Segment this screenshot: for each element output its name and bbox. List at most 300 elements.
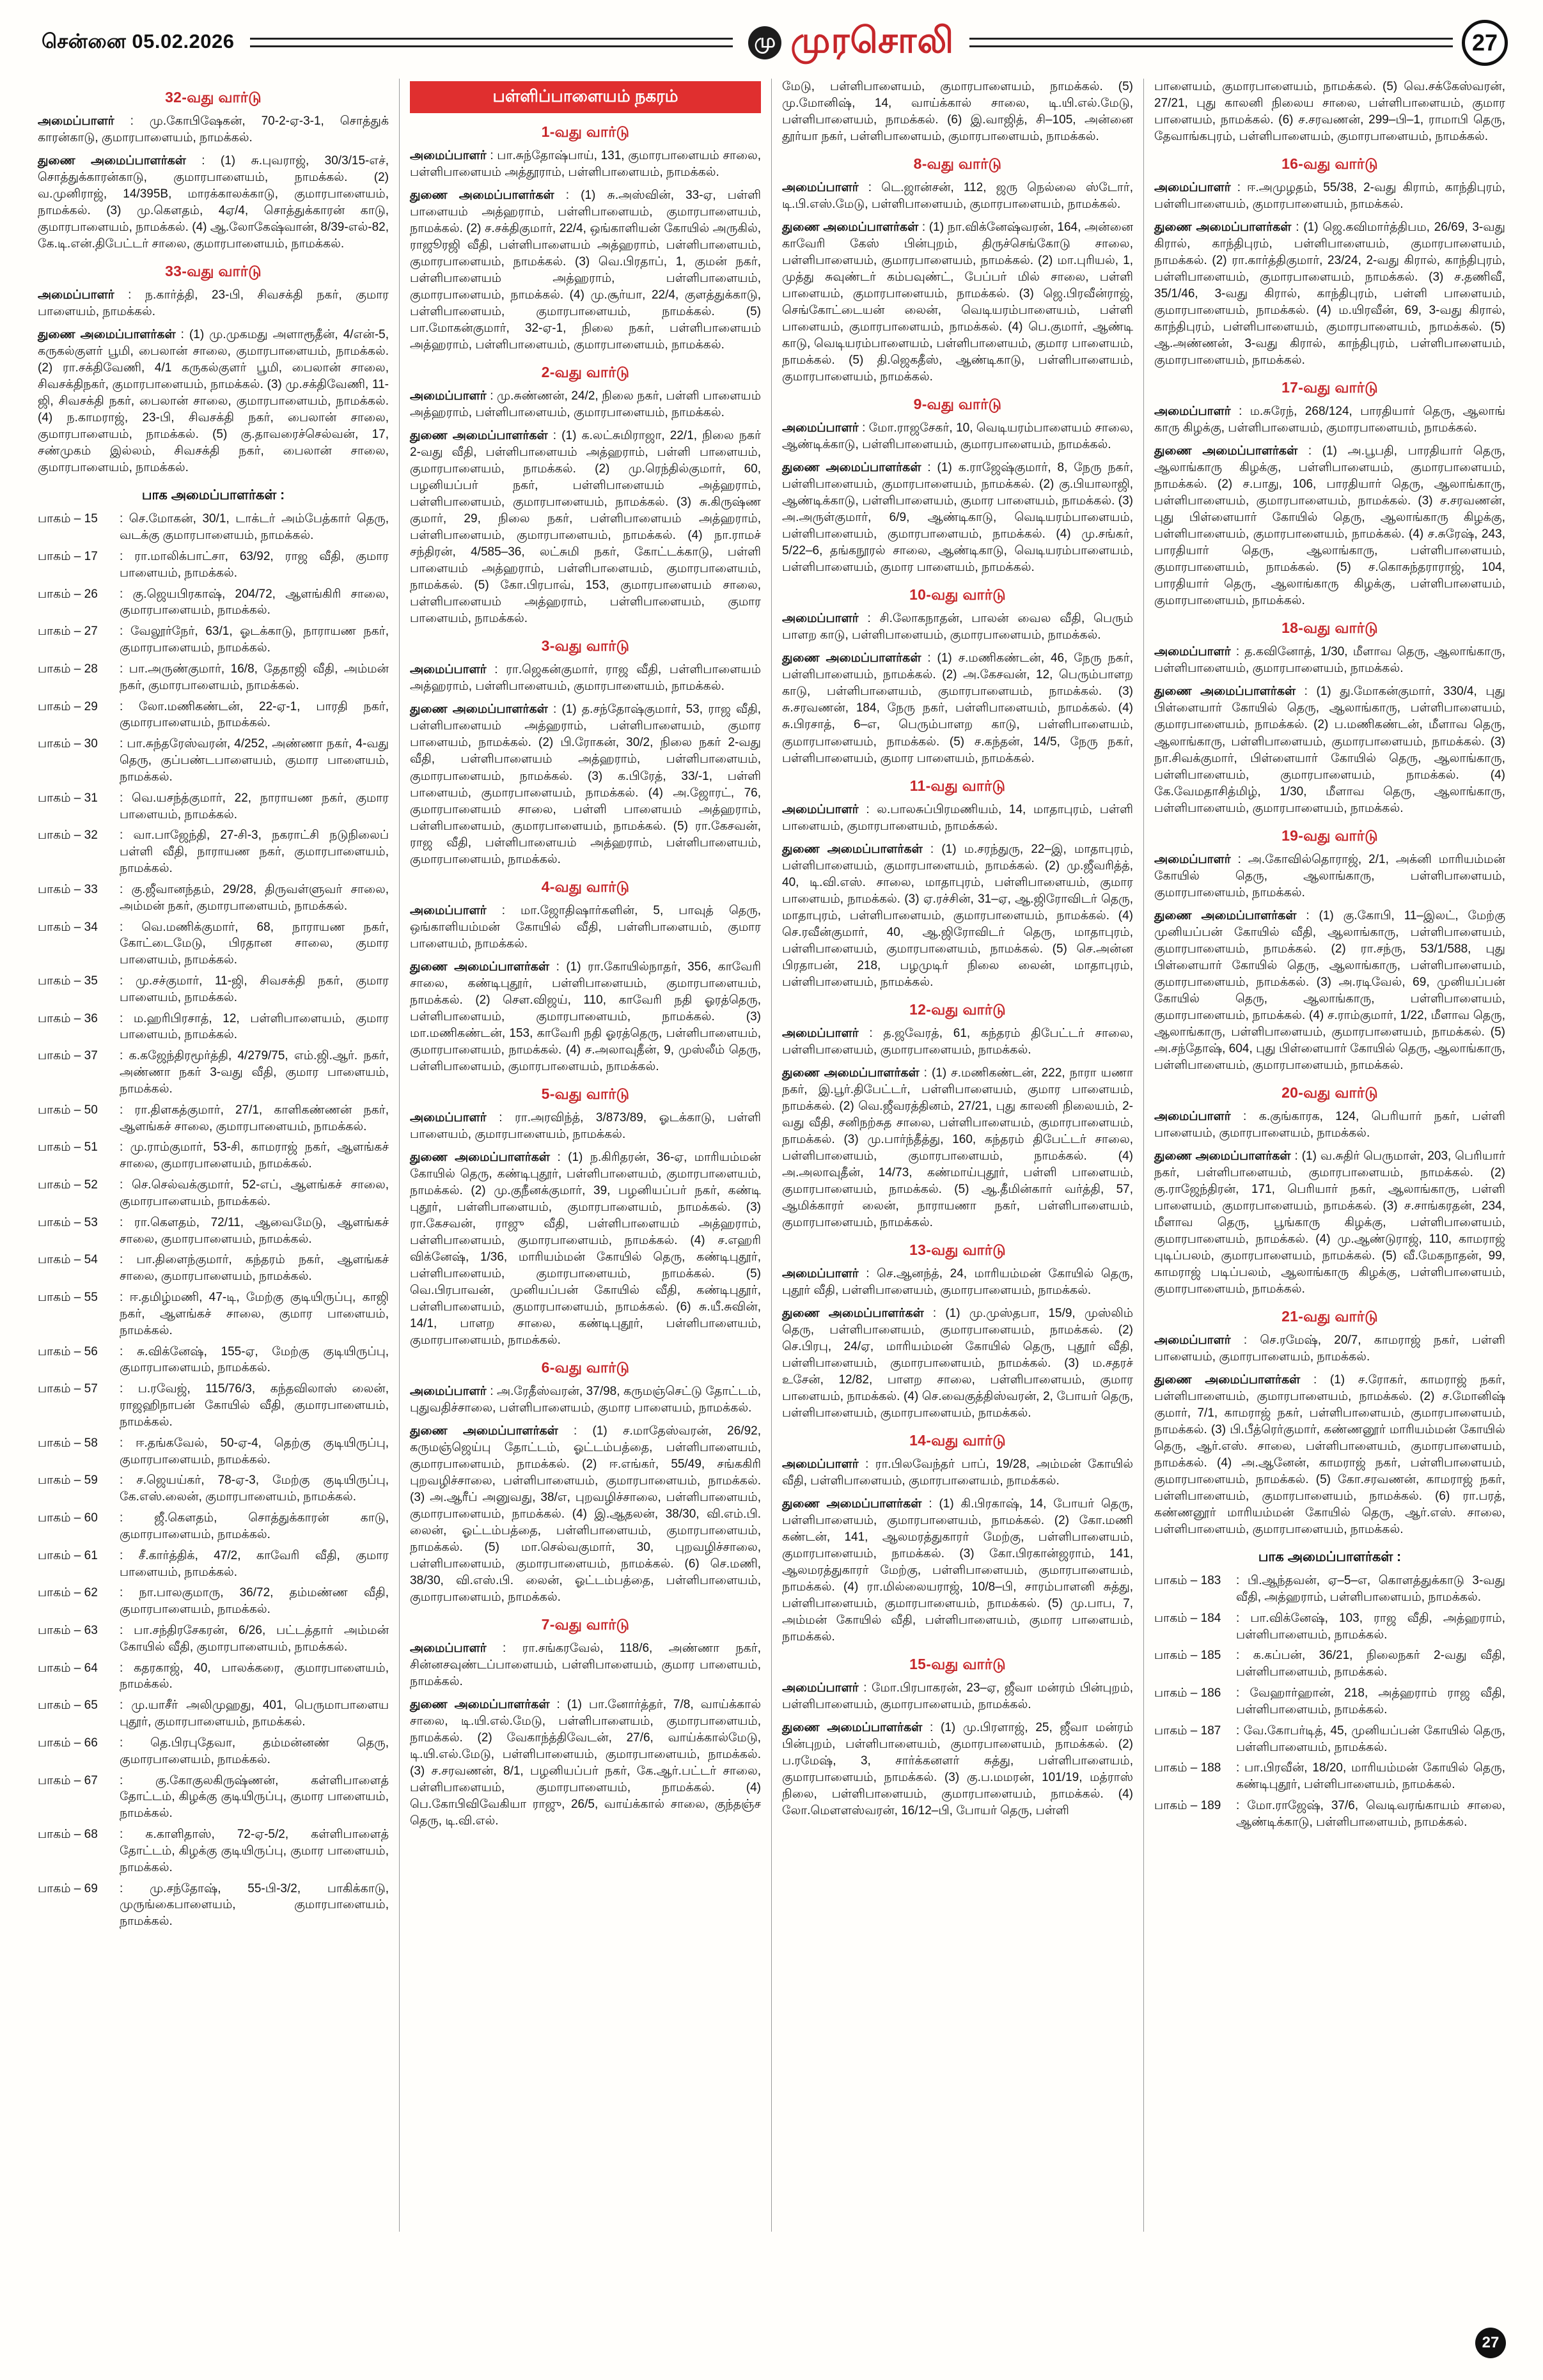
part-organizer-item xyxy=(38,1289,389,1339)
part-number-label: பாகம் – 64 xyxy=(38,1661,98,1675)
part-organizer-item xyxy=(38,586,389,619)
organizer-para xyxy=(410,388,761,421)
part-organizer-text: : ஈ.தமிழ்மணி, 47-டி, மேற்கு குடியிருப்பு, காஜி நகர், ஆளங்கச் சாலை, குமார பாளையம், நாமக்கல். xyxy=(120,1291,389,1337)
part-number-label: பாகம் – 32 xyxy=(38,828,98,843)
para-lead: துணை அமைப்பாளர்கள் xyxy=(782,651,928,665)
part-organizer-text: : ஈ.தங்கவேல், 50-ஏ-4, தெற்கு குடியிருப்பு, குமாரபாளையம், நாமக்கல். xyxy=(120,1436,389,1466)
para-lead: அமைப்பாளர் xyxy=(38,114,130,128)
ward-heading: 20-வது வார்டு xyxy=(1281,1084,1378,1101)
para-text: : (1) ச.மணிகண்டன், 46, நேரு நகர், பள்ளிபாளையம், நாமக்கல். (2) அ.கேசவன், 12, பெரும்பாளற காடு, பள்ளிபாளையம், குமாரபாளையம், நாமக்கல். (3) சு.சரவணன், 184, நேரு நகர், பள்ளிபாளையம், நாமக்கல். (4) சு.பிரசாத், 6–எ, பெரும்பாளற காடு, பள்ளிபாளையம், குமாரபாளையம், நாமக்கல். (5) ச.கந்தன், 14/5, நேரு நகர், பள்ளிபாளையம், குமார பாளையம், நாமக்கல். xyxy=(782,651,1133,765)
ward-heading: 8-வது வார்டு xyxy=(913,155,1002,173)
part-organizer-text: : ரா.மாலிக்பாட்சா, 63/92, ராஜ வீதி, குமார பாளையம், நாமக்கல். xyxy=(120,549,389,580)
para-text: : (1) ச.மாதேஸ்வரன், 26/92, கருமஞ்ஜெய்பு தோட்டம், ஓட்டம்பத்தை, பள்ளிபாளையம், குமாரபாளையம், நாமக்கல். (2) ஈ.எங்கர், 55/49, சங்ககிரி புறவழிச்சாலை, பள்ளிபாளையம், குமாரபாளையம், நாமக்கல். (3) அ.ஆரீப் அனுவது, 38/எ, புறவழிச்சாலை, பள்ளிபாளையம், குமாரபாளையம், நாமக்கல். (4) இ.ஆதலன், 38/30, வி.எம்.பி. லைன், ஓட்டம்பத்தை, பள்ளிபாளையம், குமாரபாளையம், நாமக்கல். (5) மா.செல்வகுமார், 30, புறவழிச்சாலை, பள்ளிபாளையம், குமாரபாளையம், நாமக்கல். (6) செ.மணி, 38/30, வி.எஸ்.பி. லைன், ஓட்டம்பத்தை, பள்ளிபாளையம், குமாரபாளையம், நாமக்கல். xyxy=(410,1424,761,1605)
part-organizer-text: : க.கப்பன், 36/21, நிலைநகர் 2-வது வீதி, பள்ளிபாளையம், நாமக்கல். xyxy=(1236,1649,1505,1679)
part-organizer-text: : ரா.கௌதம், 72/11, ஆவைமேடு, ஆளங்கச் சாலை, குமாரபாளையம், நாமக்கல். xyxy=(120,1215,389,1246)
part-number-label: பாகம் – 67 xyxy=(38,1773,98,1787)
ward-heading: 15-வது வார்டு xyxy=(909,1656,1006,1673)
para-lead: துணை அமைப்பாளர்கள் xyxy=(782,1306,933,1320)
organizer-para xyxy=(1154,1108,1505,1142)
part-number-label: பாகம் – 28 xyxy=(38,662,98,676)
ward-heading: 2-வது வார்டு xyxy=(541,364,630,381)
para-text: : மோ.பிரபாகரன், 23–ஏ, ஜீவா மன்ரம் பின்புறம், பள்ளிபாளையம், குமாரபாளையம், நாமக்கல். xyxy=(782,1681,1133,1712)
deputy-organizers-para xyxy=(1154,683,1505,816)
organizer-para xyxy=(410,1110,761,1143)
para-text: : (1) வ.சுதிர் பெருமாள், 203, பெரியார் நகர், பள்ளிபாளையம், குமாரபாளையம், நாமக்கல். (2) கு.ராஜேந்திரன், 171, பெரியார் நகர், ஆலாங்காரு, பள்ளி பாளையம், குமாரபாளையம், நாமக்கல். (3) ச.சாங்கரதன், 234, மீளாவ தெரு, பூங்காரு கிழக்கு, பள்ளிபாளையம், குமாரபாளையம், நாமக்கல். (4) மு.ஆண்டுராஜ், 110, காமராஜ் புடிப்பலம், குமாரபாளையம், நாமக்கல். (5) வீ.மேகநாதன், 99, காமராஜ் படிப்பலம், ஆலாங்காரு கிழக்கு, பள்ளிபாளையம், குமாரபாளையம், நாமக்கல். xyxy=(1154,1149,1505,1296)
organizer-para xyxy=(410,903,761,953)
part-organizer-text: : பா.சுந்தரேஸ்வரன், 4/252, அண்ணா நகர், 4-வது தெரு, குப்பண்டபாளையம், குமார பாளையம், நாமக்கல். xyxy=(120,737,389,784)
ward-heading: 16-வது வார்டு xyxy=(1281,155,1378,173)
organizer-para xyxy=(1154,852,1505,901)
deputy-organizers-para xyxy=(782,460,1133,576)
part-number-label: பாகம் – 15 xyxy=(38,512,98,526)
para-text: : ம.சுரேந், 268/124, பாரதியார் தெரு, ஆலாங் காரு கிழக்கு, பள்ளிபாளையம், குமாரபாளையம், நாமக்கல். xyxy=(1154,405,1505,435)
para-text: : (1) ரா.கோயில்நாதர், 356, காவேரி சாலை, கண்டிபுதூர், பள்ளிபாளையம், குமாரபாளையம், நாமக்கல். (2) சௌ.விஜய், 110, காவேரி நதி ஓரத்தெரு, பள்ளிபாளையம், குமாரபாளையம், நாமக்கல். (3) மா.மணிகண்டன், 153, காவேரி நதி ஓரத்தெரு, பள்ளிபாளையம், குமாரபாளையம், நாமக்கல். (4) ச.அலாவுதீன், 9, முஸ்லீம் தெரு, பள்ளிபாளையம், குமாரபாளையம், நாமக்கல். xyxy=(410,960,761,1073)
para-lead: அமைப்பாளர் xyxy=(782,181,868,195)
ward-heading: 13-வது வார்டு xyxy=(909,1241,1006,1258)
para-text: : பா.சுந்தோஷ்பாய், 131, குமாரபாளையம் சாலை, பள்ளிபாளையம் அத்தூராம், பள்ளிபாளையம், நாமக்கல். xyxy=(410,149,761,180)
para-lead: அமைப்பாளர் xyxy=(1154,181,1237,195)
header-rule-right xyxy=(969,38,1453,47)
part-organizer-text: : வேலூர்நேர், 63/1, ஓடக்காடு, நாராயண நகர், குமாரபாளையம், நாமக்கல். xyxy=(120,625,389,655)
organizer-para xyxy=(38,113,389,146)
part-number-label: பாகம் – 61 xyxy=(38,1548,98,1562)
column-3 xyxy=(771,79,1143,2232)
organizer-para xyxy=(782,420,1133,453)
part-organizer-text: : ச.ஜெயய்கர், 78-ஏ-3, மேற்கு குடியிருப்பு, கே.எஸ்.லைன், குமாரபாளையம், நாமக்கல். xyxy=(120,1474,389,1504)
column-4 xyxy=(1143,79,1508,2232)
para-lead: துணை அமைப்பாளர்கள் xyxy=(410,429,553,443)
para-lead: துணை அமைப்பாளர்கள் xyxy=(1154,908,1306,922)
para-lead: துணை அமைப்பாளர்கள் xyxy=(410,1150,558,1164)
para-text: : (1) மு.முஸ்தபா, 15/9, முஸ்லிம் தெரு, பள்ளிபாளையம், குமாரபாளையம், நாமக்கல். (2) செ.பிரபு, 24/ஏ, மாரியம்மன் கோயில் தெரு, புதூர் வீதி, பள்ளிபாளையம், குமாரபாளையம், நாமக்கல். (3) ம.சதரச் உசேன், 12/82, பாளற சாலை, பள்ளிபாளையம், குமார பாளையம், நாமக்கல். (4) செ.வைகுத்திஸ்வரன், 2, போயர் தெரு, பள்ளிபாளையம், குமாரபாளையம், நாமக்கல். xyxy=(782,1306,1133,1420)
part-organizer-item xyxy=(1154,1573,1505,1606)
part-organizer-item xyxy=(38,827,389,876)
deputy-organizers-para xyxy=(782,1065,1133,1231)
organizer-para xyxy=(782,1025,1133,1059)
part-organizer-text: : வெ.மணிக்குமார், 68, நாராயண நகர், கோட்டைமேடு, பிரதான சாலை, குமார பாளையம், நாமக்கல். xyxy=(120,920,389,967)
part-organizer-text: : செ.செல்வக்குமார், 52-எப், ஆளங்கச் சாலை, குமாரபாளையம், நாமக்கல். xyxy=(120,1178,389,1208)
part-organizer-item xyxy=(38,1139,389,1172)
part-organizer-text: : நா.பாலகுமாரு, 36/72, தம்மண்ண வீதி, குமாரபாளையம், நாமக்கல். xyxy=(120,1586,389,1617)
column-1 xyxy=(35,79,399,2232)
deputy-organizers-para xyxy=(410,1697,761,1830)
para-lead: துணை அமைப்பாளர்கள் xyxy=(782,1721,930,1735)
para-text: : (1) கு.கோபி, 11–இலட், மேற்கு முனியப்பன் கோயில் வீதி, ஆலாங்காரு, பள்ளிபாளையம், குமாரபாளையம், நாமக்கல். (2) ரா.சந்ரு, 53/1/588, புது பிள்ளையார் கோயில் தெரு, ஆலாங்காரு, பள்ளிபாளையம், குமாரபாளையம், நாமக்கல். (3) அ.ரடிவேல், 69, முனியப்பன் கோயில் தெரு, ஆலாங்காரு, பள்ளிபாளையம், குமாரபாளையம், நாமக்கல். (4) ச.ராம்குமார், 1/22, மீளாவ தெரு, ஆலாங்காரு, பள்ளிபாளையம், குமாரபாளையம், நாமக்கல். (5) அ.சந்தோஷ், 604, புது பிள்ளையார் கோயில் தெரு, ஆலாங்காரு, பள்ளிபாளையம், குமாரபாளையம், நாமக்கல். xyxy=(1154,908,1505,1072)
murasoli-logo-icon: மு xyxy=(748,26,781,59)
para-lead: அமைப்பாளர் xyxy=(410,1110,499,1124)
part-organizer-text: : மு.சச்குமார், 11-ஜி, சிவசக்தி நகர், குமார பாளையம், நாமக்கல். xyxy=(120,974,389,1004)
part-organizer-item xyxy=(38,1102,389,1135)
para-lead: அமைப்பாளர் xyxy=(1154,1333,1244,1347)
part-organizer-text: : தெ.பிரபுதேவா, தம்மன்னண் தெரு, குமாரபாளையம், நாமக்கல். xyxy=(120,1736,389,1766)
organizer-para xyxy=(38,287,389,320)
part-number-label: பாகம் – 59 xyxy=(38,1474,98,1488)
part-organizer-item xyxy=(38,511,389,544)
para-text: : (1) மு.பிரளாஜ், 25, ஜீவா மன்ரம் பின்புறம், பள்ளிபாளையம், குமாரபாளையம், நாமக்கல். (2) ப.ரமேஷ், 3, சார்க்கனளர் சுத்து, பள்ளிபாளையம், குமாரபாளையம், நாமக்கல். (3) கு.ப.மமரன், 101/19, மத்ராஸ் நிலை, பள்ளிபாளையம், குமாரபாளையம், நாமக்கல். (4) லோ.மௌளஸ்வரன், 16/12–பி, போயர் தெரு, பள்ளி xyxy=(782,1721,1133,1818)
part-organizer-text: : கு.ஜீவானந்தம், 29/28, திருவள்ளுவர் சாலை, அம்மன் நகர், குமாரபாளையம், நாமக்கல். xyxy=(120,882,389,913)
para-text: : (1) அ.பூபதி, பாரதியார் தெரு, ஆலாங்காரு கிழக்கு, பள்ளிபாளையம், குமாரபாளையம், நாமக்கல். (2) ச.பாது, 106, பாரதியார் தெரு, ஆலாங்காரு, பள்ளிபாளையம், குமாரபாளையம், நாமக்கல். (3) ச.சரவணன், புது பிள்ளையார் கோயில் தெரு, ஆலாங்காரு கிழக்கு, பள்ளிபாளையம், குமாரபாளையம், நாமக்கல். (4) ச.சுரேஷ், 243, பாரதியார் தெரு, ஆலாங்காரு, பள்ளிபாளையம், குமாரபாளையம், நாமக்கல். (5) ச.கொசுந்தராராஜ், 104, பாரதியார் தெரு, ஆலாங்காரு கிழக்கு, பள்ளிபாளையம், குமாரபாளையம், நாமக்கல். xyxy=(1154,444,1505,608)
deputy-organizers-para xyxy=(782,1720,1133,1819)
continuation-para: மேடு, பள்ளிபாளையம், குமாரபாளையம், நாமக்கல். (5) மு.மோனிஷ், 14, வாய்க்கால் சாலை, டி.யி.எல்.மேடு, பள்ளிபாளையம், நாமக்கல். (6) இ.வாஜித், சி–105, அன்னை தூர்யா நகர், பள்ளிபாளையம், குமாரபாளையம், நாமக்கல். xyxy=(782,80,1133,144)
para-lead: அமைப்பாளர் xyxy=(38,288,129,302)
part-organizer-text: : ம.ஹரிபிரசாத், 12, பள்ளிபாளையம், குமார பாளையம், நாமக்கல். xyxy=(120,1011,389,1042)
para-text: : க.குங்காரக, 124, பெரியார் நகர், பள்ளி பாளையம், குமாரபாளையம், நாமக்கல். xyxy=(1154,1109,1505,1140)
para-lead: அமைப்பாளர் xyxy=(782,1266,866,1280)
organizer-para xyxy=(1154,1332,1505,1365)
columns-container xyxy=(0,71,1543,2289)
deputy-organizers-para xyxy=(1154,1372,1505,1538)
part-number-label: பாகம் – 26 xyxy=(38,587,98,601)
part-number-label: பாகம் – 69 xyxy=(38,1881,98,1895)
para-lead: அமைப்பாளர் xyxy=(410,1384,490,1398)
para-lead: அமைப்பாளர் xyxy=(782,1026,870,1040)
para-text: : (1) த.சந்தோஷ்குமார், 53, ராஜ வீதி, பள்ளிபாளையம் அத்ஹராம், பள்ளிபாளையம், குமார பாளையம், நாமக்கல். (2) பி.ரோகன், 30/2, நிலை நகர் 2-வது வீதி, பள்ளிபாளையம் அத்ஹராம், பள்ளிபாளையம், குமாரபாளையம், நாமக்கல். (3) க.பிரேத், 33/-1, பள்ளி பாளையம், குமாரபாளையம், நாமக்கல். (4) அ.ஜோரட், 76, குமாரபாளையம் சாலை, பள்ளி பாளையம் அத்ஹராம், பள்ளிபாளையம், குமாரபாளையம், நாமக்கல். (5) ரா.கேசவன், ராஜ வீதி, பள்ளிபாளையம் அத்ஹராம், பள்ளிபாளையம், குமாரபாளையம், நாமக்கல். xyxy=(410,703,761,866)
ward-heading: 32-வது வார்டு xyxy=(165,89,262,105)
para-text: : (1) கி.பிரகாஷ், 14, போயர் தெரு, பள்ளிபாளையம், குமாரபாளையம், நாமக்கல். (2) கோ.மணி கண்டன், 141, ஆலமரத்துகாரர் மேற்கு, பள்ளிபாளையம், குமாரபாளையம், நாமக்கல். (3) கோ.பிரகான்ஜராம், 141, ஆலமரத்துகாரர் மேற்கு, பள்ளிபாளையம், குமாரபாளையம், நாமக்கல். (4) ரா.மில்லையராஜ், 10/8–பி, சாரம்பாளனி சுத்து, பள்ளிபாளையம், குமாரபாளையம், நாமக்கல். (5) மு.பாப, 7, அம்மன் கோயில் வீதி, பள்ளிபாளையம், குமார பாளையம், நாமக்கல். xyxy=(782,1497,1133,1644)
part-organizer-text: : வேஹார்ஹான், 218, அத்ஹராம் ராஜ வீதி, பள்ளிபாளையம், நாமக்கல். xyxy=(1236,1686,1505,1716)
part-number-label: பாகம் – 188 xyxy=(1154,1761,1221,1775)
part-organizer-item xyxy=(1154,1723,1505,1756)
ward-heading: 9-வது வார்டு xyxy=(913,396,1002,413)
part-organizer-item xyxy=(38,1435,389,1468)
deputy-organizers-para xyxy=(410,428,761,627)
part-organizer-item xyxy=(1154,1760,1505,1793)
part-number-label: பாகம் – 185 xyxy=(1154,1649,1221,1663)
para-text: : ரா.அரவிந்த், 3/873/89, ஓடக்காடு, பள்ளி பாளையம், குமாரபாளையம், நாமக்கல். xyxy=(410,1110,761,1141)
part-number-label: பாகம் – 189 xyxy=(1154,1799,1221,1813)
para-lead: துணை அமைப்பாளர்கள் xyxy=(38,328,181,342)
para-text: : ரா.ஜெகன்குமார், ராஜ வீதி, பள்ளிபாளையம் அத்ஹராம், பள்ளிபாளையம், குமாரபாளையம், நாமக்கல். xyxy=(410,663,761,694)
para-text: : (1) மு.முகமது அளாரூதீன், 4/என்-5, கருகல்குளர் பூமி, பைலான் சாலை, குமாரபாளையம், நாமக்கல். (2) ரா.சக்திவேணி, 4/1 கருகல்குளர் பூமி, பைலான் சாலை, சிவசக்திநகர், குமாரபாளையம், நாமக்கல். (3) மு.சக்திவேணி, 11-ஜி, சிவசக்தி நகர், பைலான் சாலை, குமாரபாளையம், நாமக்கல். (4) ந.காமராஜ், 23-பி, சிவசக்தி நகர், பைலான் சாலை, குமாரபாளையம், நாமக்கல். (5) கு.தாவரைச்செல்வன், 17, சண்முகம் இல்லம், சிவசக்தி நகர், பைலான் சாலை, குமாரபாளையம், நாமக்கல். xyxy=(38,328,389,475)
deputy-organizers-para xyxy=(38,153,389,253)
para-lead: அமைப்பாளர் xyxy=(410,149,490,162)
part-organizer-text: : பா.திளைந்குமார், கந்தரம் நகர், ஆளங்கச் சாலை, குமாரபாளையம், நாமக்கல். xyxy=(120,1253,389,1284)
organizer-para xyxy=(782,1266,1133,1299)
para-text: : மா.ஜோதிஷார்களின், 5, பாவுத் தெரு, ஒங்காளியம்மன் கோயில் வீதி, பள்ளிபாளையம், குமார பாளையம், நாமக்கல். xyxy=(410,903,761,951)
part-organizer-text: : லோ.மணிகண்டன், 22-ஏ-1, பாரதி நகர், குமாரபாளையம், நாமக்கல். xyxy=(120,699,389,730)
part-organizer-item xyxy=(38,1660,389,1693)
para-text: : ரா.சங்கரவேல், 118/6, அண்ணா நகர், சின்னசவுண்டப்பாளையம், பள்ளிபாளையம், குமார பாளையம், நாமக்கல். xyxy=(410,1642,761,1689)
para-text: : (1) ஜெ.கவிமார்த்திபம, 26/69, 3-வது கிரால், காந்திபுரம், பள்ளிபாளையம், குமாரபாளையம், நாமக்கல். (2) ரா.கார்த்திகுமார், 23/24, 2-வது கிரால், காந்திபுரம், பள்ளிபாளையம், குமாரபாளையம், நாமக்கல். (3) ச.தணிவீ, 35/1/46, 3-வது கிரால், காந்திபுரம், பள்ளி பாளையம், குமாரபாளையம், நாமக்கல். (4) ம.யிரவீன், 69, 3-வது கிரால், காந்திபுரம், பள்ளிபாளையம், குமாரபாளையம், நாமக்கல். (5) ஆ.அண்ணன், 3-வது கிரால், காந்திபுரம், பள்ளிபாளையம், குமாரபாளையம், நாமக்கல். xyxy=(1154,221,1505,368)
ward-heading: 18-வது வார்டு xyxy=(1281,619,1378,637)
part-organizer-text: : செ.மோகன், 30/1, டாக்டர் அம்பேத்கார் தெரு, வடக்கு குமாரபாளையம், நாமக்கல். xyxy=(120,512,389,543)
part-organizer-item xyxy=(38,1548,389,1581)
para-text: : அ.கோவில்தொராஜ், 2/1, அக்னி மாரியம்மன் கோயில் தெரு, ஆலாங்காரு, பள்ளிபாளையம், குமாரபாளையம், நாமக்கல். xyxy=(1154,852,1505,899)
part-number-label: பாகம் – 187 xyxy=(1154,1723,1221,1738)
part-organizer-item xyxy=(1154,1798,1505,1831)
part-number-label: பாகம் – 186 xyxy=(1154,1686,1221,1700)
part-number-label: பாகம் – 37 xyxy=(38,1049,98,1063)
part-organizer-text: : பா.பிரவீன், 18/20, மாரியம்மன் கோயில் தெரு, கண்டிபுதூர், பள்ளிபாளையம், நாமக்கல். xyxy=(1236,1761,1505,1792)
para-lead: அமைப்பாளர் xyxy=(782,1458,866,1472)
para-lead: அமைப்பாளர் xyxy=(410,389,490,403)
part-organizer-item xyxy=(38,661,389,694)
para-lead: துணை அமைப்பாளர்கள் xyxy=(410,960,556,974)
part-organizer-item xyxy=(38,1735,389,1768)
para-text: : (1) சு.புவராஜ், 30/3/15-எச், சொத்துக்காரன்காடு, குமாரபாளையம், நாமக்கல். (2) வ.முனிராஜ், 14/395B, மாரக்காலக்காடு, குமாரபாளையம், நாமக்கல். (3) மு.கௌதம், 4ஏ/4, சொத்துக்காரன் காடு, குமாரபாளையம், நாமக்கல். (4) ஆ.லோகேஷ்வான், 8/39-எல்-82, கே.டி.என்.திபேட்டர் சாலை, குமாரபாளையம், நாமக்கல். xyxy=(38,154,389,251)
para-text: : டெ.ஜான்சன், 112, ஜரு நெல்லை ஸ்டோர், டி.பி.எஸ்.மேடு, பள்ளிபாளையம், குமாரபாளையம், நாமக்கல். xyxy=(782,181,1133,212)
deputy-organizers-para xyxy=(410,187,761,354)
para-text: : (1) சு.அஸ்வின், 33-ஏ, பள்ளி பாளையம் அத்ஹராம், பள்ளிபாளையம், குமாரபாளையம், நாமக்கல். (2) ச.சக்திகுமார், 22/4, ஒங்காளியன் கோயில் அருகில், ராஜூரஜி வீதி, பள்ளிபாளையம் அத்ஹராம், பள்ளிபாளையம், குமாரபாளையம், நாமக்கல். (3) வெ.பிரதாப், 1, குமன் நகர், பள்ளிபாளையம் அத்ஹராம், பள்ளிபாளையம், குமாரபாளையம், நாமக்கல். (4) மு.சூர்யா, 22/4, குளத்துக்காடு, பள்ளிபாளையம், குமாரபாளையம், நாமக்கல். (5) பா.மோகன்குமார், 32-ஏ-1, நிலை நகர், பள்ளிபாளையம் அத்ஹராம், பள்ளிபாளையம், குமாரபாளையம், நாமக்கல். xyxy=(410,189,761,352)
para-lead: துணை அமைப்பாளர்கள் xyxy=(1154,221,1296,235)
part-number-label: பாகம் – 57 xyxy=(38,1382,98,1396)
part-organizer-text: : க.கஜேந்திரமூர்த்தி, 4/279/75, எம்.ஜி.ஆர். நகர், அண்ணா நகர் 3-வது வீதி, குமார பாளையம், நாமக்கல். xyxy=(120,1049,389,1096)
para-lead: துணை அமைப்பாளர்கள் xyxy=(1154,1149,1295,1163)
part-number-label: பாகம் – 51 xyxy=(38,1140,98,1155)
part-organizer-text: : ரா.திளகத்குமார், 27/1, காளிகண்ணன் நகர், ஆளங்கச் சாலை, குமாரபாளையம், நாமக்கல். xyxy=(120,1103,389,1133)
part-organizer-text: : பி.ஆந்தவன், ஏ–5–எ, கொளத்துக்காடு 3-வது வீதி, அத்ஹராம், பள்ளிபாளையம், நாமக்கல். xyxy=(1236,1574,1505,1604)
ward-heading: 6-வது வார்டு xyxy=(541,1358,630,1376)
deputy-organizers-para xyxy=(410,1149,761,1349)
part-organizer-item xyxy=(38,548,389,582)
para-lead: அமைப்பாளர் xyxy=(782,421,863,435)
part-organizers-subhead: பாக அமைப்பாளர்கள் : xyxy=(1258,1550,1402,1565)
organizer-para xyxy=(410,1383,761,1417)
masthead xyxy=(742,19,960,66)
page-number-badge: 27 xyxy=(1462,20,1508,66)
ward-heading: 33-வது வார்டு xyxy=(165,263,262,280)
deputy-organizers-para xyxy=(782,1305,1133,1422)
part-number-label: பாகம் – 50 xyxy=(38,1103,98,1117)
part-number-label: பாகம் – 27 xyxy=(38,625,98,639)
part-number-label: பாகம் – 54 xyxy=(38,1253,98,1267)
part-organizer-text: : வா.பாஜேந்தி, 27-சி-3, நகராட்சி நடுநிலைப் பள்ளி வீதி, நாராயண நகர், குமாரபாளையம், நாமக்கல். xyxy=(120,828,389,876)
part-number-label: பாகம் – 29 xyxy=(38,699,98,713)
part-organizer-text: : கு.கோகுலகிருஷ்ணன், கள்ளிபாளைத் தோட்டம், கிழக்கு குடியிருப்பு, குமார பாளையம், நாமக்கல். xyxy=(120,1773,389,1821)
part-number-label: பாகம் – 63 xyxy=(38,1623,98,1637)
ward-heading: 3-வது வார்டு xyxy=(541,637,630,655)
part-number-label: பாகம் – 52 xyxy=(38,1178,98,1192)
part-organizers-subhead: பாக அமைப்பாளர்கள் : xyxy=(141,488,285,503)
deputy-organizers-para xyxy=(410,1423,761,1606)
para-lead: அமைப்பாளர் xyxy=(782,1681,864,1695)
part-organizer-item xyxy=(38,1881,389,1930)
para-text: : (1) பா.னோர்த்தர், 7/8, வாய்க்கால் சாலை, டி.யி.எல்.மேடு, பள்ளிபாளையம், குமாரபாளையம், நாமக்கல். (2) வேகாந்த்திவேடன், 27/6, வாய்க்கால்மேடு, டி.யி.எல்.மேடு, பள்ளிபாளையம், குமாரபாளையம், நாமக்கல். (3) ச.சரவணன், 8/1, பழனியப்பர் நகர், கே.ஆர்.பட்டர் சாலை, பள்ளிபாளையம், குமாரபாளையம், நாமக்கல். (4) பெ.கோபிவிவேகியா ராஜு, 26/5, வாய்க்கால் சாலை, குந்தஞ்ச தெரு, டி.வி.எல். xyxy=(410,1698,761,1828)
organizer-para xyxy=(1154,644,1505,677)
part-organizer-text: : பா.சந்திரசேகரன், 6/26, பட்டத்தார் அம்மன் கோயில் வீதி, குமாரபாளையம், நாமக்கல். xyxy=(120,1623,389,1654)
part-number-label: பாகம் – 17 xyxy=(38,549,98,563)
para-lead: அமைப்பாளர் xyxy=(1154,645,1236,659)
organizer-para xyxy=(410,662,761,695)
deputy-organizers-para xyxy=(1154,1148,1505,1298)
organizer-para xyxy=(782,802,1133,835)
deputy-organizers-para xyxy=(1154,908,1505,1074)
para-text: : (1) ம.சரந்துரு, 22–இ, மாதாபுரம், பள்ளிபாளையம், குமாரபாளையம், நாமக்கல். (2) மு.ஜீவரித்த், 40, டி.வி.எஸ். சாலை, மாதாபுரம், பள்ளிபாளையம், குமார பாளையம், நாமக்கல். (3) ஏ.ரச்சின், 31–ஏ, ஆ.ஜிரோவிடர் தெரு, மாதாபுரம், பள்ளிபாளையம், குமாரபாளையம், நாமக்கல். (4) செ.ரவீன்குமார், 40, ஆ.ஜிரோவிடர் தெரு, மாதாபுரம், பள்ளிபாளையம், குமாரபாளையம், நாமக்கல். (5) செ.அன்ன பிரதாபன், 218, பழமுடிர் நிலை லைன், மாதாபுரம், பள்ளிபாளையம், நாமக்கல். xyxy=(782,842,1133,989)
organizer-para xyxy=(1154,403,1505,437)
part-organizer-text: : கு.ஜெயபிரகாஷ், 204/72, ஆளங்கிரி சாலை, குமாரபாளையம், நாமக்கல். xyxy=(120,587,389,618)
part-organizer-item xyxy=(38,1381,389,1430)
ward-heading: 5-வது வார்டு xyxy=(541,1085,630,1102)
ward-heading: 19-வது வார்டு xyxy=(1281,827,1378,844)
part-number-label: பாகம் – 31 xyxy=(38,791,98,805)
ward-heading: 17-வது வார்டு xyxy=(1281,379,1378,396)
para-text: : சி.லோகநாதன், பாலன் வைல வீதி, பெரும் பாளற காடு, பள்ளிபாளையம், குமாரபாளையம், நாமக்கல். xyxy=(782,612,1133,642)
ward-heading: 1-வது வார்டு xyxy=(541,123,630,140)
ward-heading: 10-வது வார்டு xyxy=(909,586,1006,603)
page-number-footer: 27 xyxy=(1475,2328,1506,2358)
masthead-title: முரசொலி xyxy=(790,20,955,60)
part-organizer-text: : மு.ராம்குமார், 53-சி, காமராஜ் நகர், ஆளங்கச் சாலை, குமாரபாளையம், நாமக்கல். xyxy=(120,1140,389,1171)
para-text: : (1) நா.விக்னேஷ்வரன், 164, அன்னை காவேரி கேஸ் பின்புறம், திருச்செங்கோடு சாலை, பள்ளிபாளையம், குமாரபாளையம், நாமக்கல். (2) மா.புரியல், 1, முத்து சுவுண்டர் கம்பவுண்ட், பேப்பர் மில் சாலை, பள்ளி பாளையம், குமாரபாளையம், நாமக்கல். (3) ஜெ.பிரவீன்ராஜ், செங்கோட்டையன் லைன், வெடியரம்பாளையம், பள்ளி பாளையம், குமாரபாளையம், நாமக்கல். (4) பெ.குமார், ஆண்டி காடு, வெடியரம்பாளையம், பள்ளிபாளையம், குமார பாளையம், நாமக்கல். (5) தி.ஜெகதீஸ், ஆண்டிகாடு, பள்ளிபாளையம், குமாரபாளையம், நாமக்கல். xyxy=(782,221,1133,384)
part-number-label: பாகம் – 183 xyxy=(1154,1574,1221,1588)
part-organizer-item xyxy=(38,1697,389,1731)
para-text: : மு.சுண்ணன், 24/2, நிலை நகர், பள்ளி பாளையம் அத்ஹராம், பள்ளிபாளையம், குமாரபாளையம், நாமக்கல். xyxy=(410,389,761,420)
para-lead: அமைப்பாளர் xyxy=(410,663,495,677)
part-organizer-text: : சு.விக்னேஷ், 155-ஏ, மேற்கு குடியிருப்பு, குமாரபாளையம், நாமக்கல். xyxy=(120,1344,389,1375)
part-organizer-item xyxy=(1154,1610,1505,1644)
para-lead: துணை அமைப்பாளர்கள் xyxy=(1154,685,1304,699)
town-banner: பள்ளிப்பாளையம் நகரம் xyxy=(410,81,761,113)
organizer-para xyxy=(782,180,1133,213)
part-number-label: பாகம் – 60 xyxy=(38,1511,98,1525)
page-header xyxy=(0,0,1543,71)
part-organizer-text: : வே.கோபர்டித், 45, முனியப்பன் கோயில் தெரு, பள்ளிபாளையம், நாமக்கல். xyxy=(1236,1723,1505,1754)
header-rule-left xyxy=(250,38,733,47)
part-organizer-item xyxy=(38,1472,389,1505)
part-organizer-item xyxy=(38,1344,389,1377)
part-organizer-text: : பா.அருண்குமார், 16/8, தேதாஜி வீதி, அம்மன் நகர், குமாரபாளையம், நாமக்கல். xyxy=(120,662,389,692)
part-organizer-item xyxy=(38,623,389,657)
organizer-para xyxy=(1154,180,1505,213)
part-number-label: பாகம் – 53 xyxy=(38,1215,98,1229)
para-text: : (1) ந.கிரிதரன், 36-ஏ, மாரியம்மன் கோயில் தெரு, கண்டிபுதூர், பள்ளிபாளையம், குமாரபாளையம், நாமக்கல். (2) மு.குநீனக்குமார், 39, பழனியப்பர் நகர், கண்டி புதூர், பள்ளிபாளையம், குமாரபாளையம், நாமக்கல். (3) ரா.கேசவன், ராஜு வீதி, பள்ளிபாளையம் அத்ஹராம், பள்ளிபாளையம், குமாரபாளையம், நாமக்கல். (4) ச.எஹரி விக்னேஷ், 1/36, மாரியம்மன் கோயில் தெரு, கண்டிபுதூர், பள்ளிபாளையம், குமாரபாளையம், நாமக்கல். (5) வெ.பிரபாவன், முனியப்பன் கோயில் வீதி, கண்டிபுதூர், பள்ளிபாளையம், குமாரபாளையம், நாமக்கல். (6) சு.யீ.சுவின், 14/1, பாளற சாலை, கண்டிபுதூர், பள்ளிபாளையம், குமாரபாளையம், நாமக்கல். xyxy=(410,1150,761,1347)
part-organizer-text: : பா.விக்னேஷ், 103, ராஜ வீதி, அத்ஹராம், பள்ளிபாளையம், நாமக்கல். xyxy=(1236,1611,1505,1642)
deputy-organizers-para xyxy=(782,841,1133,991)
ward-heading: 14-வது வார்டு xyxy=(909,1432,1006,1449)
part-number-label: பாகம் – 62 xyxy=(38,1586,98,1600)
deputy-organizers-para xyxy=(410,701,761,867)
part-number-label: பாகம் – 55 xyxy=(38,1291,98,1305)
para-text: : அ.ரேதீஸ்வரன், 37/98, கருமஞ்செட்டு தோட்டம், புதுவதிச்சாலை, பள்ளிபாளையம், குமார பாளையம், நாமக்கல். xyxy=(410,1384,761,1415)
para-lead: துணை அமைப்பாளர்கள் xyxy=(782,1497,929,1511)
deputy-organizers-para xyxy=(1154,219,1505,369)
part-organizer-item xyxy=(38,1773,389,1822)
para-lead: அமைப்பாளர் xyxy=(782,612,868,626)
part-organizer-text: : மு.சந்தோஷ், 55-பி-3/2, பாகிக்காடு, முருங்கைபாளையம், குமாரபாளையம், நாமக்கல். xyxy=(120,1881,389,1929)
para-text: : மோ.ராஜசேகர், 10, வெடியரம்பாளையம் சாலை, ஆண்டிக்காடு, பள்ளிபாளையம், குமாரபாளையம், நாமக்கல். xyxy=(782,421,1133,452)
ward-heading: 12-வது வார்டு xyxy=(909,1000,1006,1018)
part-organizer-item xyxy=(38,1215,389,1248)
para-text: : த.ஜவேரத், 61, கந்தரம் திபேட்டர் சாலை, பள்ளிபாளையம், குமாரபாளையம், நாமக்கல். xyxy=(782,1026,1133,1057)
deputy-organizers-para xyxy=(410,959,761,1075)
part-organizer-text: : சீ.கார்த்திக், 47/2, காவேரி வீதி, குமார பாளையம், நாமக்கல். xyxy=(120,1548,389,1579)
para-text: : ந.கார்த்தி, 23-பி, சிவசக்தி நகர், குமார பாளையம், நாமக்கல். xyxy=(38,288,389,319)
city-dateline: சென்னை 05.02.2026 xyxy=(42,29,235,52)
ward-heading: 21-வது வார்டு xyxy=(1281,1307,1378,1325)
organizer-para xyxy=(782,1456,1133,1489)
part-number-label: பாகம் – 30 xyxy=(38,737,98,751)
part-organizer-item xyxy=(38,1510,389,1543)
part-organizer-item xyxy=(38,1011,389,1044)
para-lead: துணை அமைப்பாளர்கள் xyxy=(782,1066,924,1080)
para-text: : (1) து.மோகன்குமார், 330/4, புது பிள்ளையார் கோயில் தெரு, ஆலாங்காரு, பள்ளிபாளையம், குமாரபாளையம், நாமக்கல். (2) ப.மணிகண்டன், மீளாவ தெரு, ஆலாங்காரு, பள்ளிபாளையம், குமாரபாளையம், நாமக்கல். (3) நா.சிவக்குமார், பிள்ளையார் கோயில் தெரு, ஆலாங்காரு, பள்ளிபாளையம், குமாரபாளையம், நாமக்கல். (4) கே.வேமதாசித்மிழ், 1/30, மீளாவ தெரு, ஆலாங்காரு, பள்ளிபாளையம், குமாரபாளையம், நாமக்கல். xyxy=(1154,685,1505,815)
para-lead: அமைப்பாளர் xyxy=(782,802,866,816)
part-number-label: பாகம் – 66 xyxy=(38,1736,98,1750)
part-number-label: பாகம் – 36 xyxy=(38,1011,98,1025)
part-organizer-item xyxy=(1154,1647,1505,1681)
para-text: : செ.ரமேஷ், 20/7, காமராஜ் நகர், பள்ளி பாளையம், குமாரபாளையம், நாமக்கல். xyxy=(1154,1333,1505,1364)
part-organizer-item xyxy=(38,1177,389,1210)
para-lead: அமைப்பாளர் xyxy=(410,903,502,917)
para-lead: துணை அமைப்பாளர்கள் xyxy=(1154,444,1308,458)
continuation-para: பாளையம், குமாரபாளையம், நாமக்கல். (5) வெ.சக்கேஸ்வரன், 27/21, புது காலனி நிலைய சாலை, பள்ளிபாளையம், குமார பாளையம், நாமக்கல். (6) ச.சரவணன், 299–பி–1, ராமாபி தெரு, தேவாங்கபுரம், பள்ளிபாளையம், குமாரபாளையம், நாமக்கல். xyxy=(1154,80,1505,144)
para-lead: துணை அமைப்பாளர்கள் xyxy=(782,221,922,235)
part-organizer-item xyxy=(38,699,389,732)
para-lead: துணை அமைப்பாளர்கள் xyxy=(410,189,566,203)
deputy-organizers-para xyxy=(782,650,1133,766)
organizer-para xyxy=(410,148,761,181)
part-organizer-text: : க.காளிதாஸ், 72-ஏ-5/2, கள்ளிபாளைத் தோட்டம், கிழக்கு குடியிருப்பு, குமார பாளையம், நாமக்கல். xyxy=(120,1828,389,1874)
organizer-para xyxy=(782,611,1133,644)
part-number-label: பாகம் – 33 xyxy=(38,882,98,896)
part-organizer-text: : ஜீ.கௌதம், சொத்துக்காரன் காடு, குமாரபாளையம், நாமக்கல். xyxy=(120,1511,389,1541)
deputy-organizers-para xyxy=(38,327,389,476)
part-number-label: பாகம் – 184 xyxy=(1154,1611,1221,1625)
part-organizer-item xyxy=(38,736,389,785)
part-organizer-item xyxy=(38,1585,389,1618)
para-lead: அமைப்பாளர் xyxy=(1154,405,1239,419)
para-text: : (1) ச.ரோகர், காமராஜ் நகர், பள்ளிபாளையம், குமாரபாளையம், நாமக்கல். (2) ச.மோனிஷ் குமார், 7/1, காமராஜ் நகர், பள்ளிபாளையம், குமாரபாளையம், நாமக்கல். (3) பி.பீத்ரெர்குமார், கண்ணனூர் மாரியம்மன் கோயில் தெரு, ஆர்.எஸ். சாலை, பள்ளிபாளையம், குமாரபாளையம், நாமக்கல். (4) அ.ஆனேன், காமராஜ் நகர், பள்ளிபாளையம், குமாரபாளையம், நாமக்கல். (5) கோ.சரவணன், காமராஜ் நகர், பள்ளிபாளையம், குமாரபாளையம், நாமக்கல். (6) ரா.பரத், கண்ணனூர் மாரியம்மன் கோயில் தெரு, ஆர்.எஸ். சாலை, பள்ளிபாளையம், குமாரபாளையம், நாமக்கல். xyxy=(1154,1373,1506,1537)
para-text: : (1) க.லட்சுமிராஜா, 22/1, நிலை நகர் 2-வது வீதி, பள்ளிபாளையம் அத்ஹராம், பள்ளி பாளையம், குமாரபாளையம், நாமக்கல். (2) மு.ரெந்தில்குமார், 60, பழனியப்பர் நகர், பள்ளிபாளையம் அத்ஹராம், பள்ளிபாளையம், குமாரபாளையம், நாமக்கல். (3) சு.கிருஷ்ண குமார், 29, நிலை நகர், பள்ளிபாளையம் அத்ஹராம், பள்ளிபாளையம், குமாரபாளையம், நாமக்கல். (4) நா.ராமச் சந்திரன், 4/585–36, லட்சுமி நகர், கோட்டக்காடு, பள்ளி பாளையம் அத்ஹராம், பள்ளிபாளையம், குமாரபாளையம், நாமக்கல். (5) கோ.பிரபாவ், 153, குமாரபாளையம் சாலை, பள்ளிபாளையம் அத்ஹராம், பள்ளிபாளையம், குமார பாளையம், நாமக்கல். xyxy=(410,429,762,626)
ward-heading: 11-வது வார்டு xyxy=(909,777,1006,794)
part-organizer-item xyxy=(38,973,389,1006)
para-lead: அமைப்பாளர் xyxy=(1154,1109,1244,1123)
part-number-label: பாகம் – 65 xyxy=(38,1699,98,1713)
para-lead: துணை அமைப்பாளர்கள் xyxy=(38,154,202,168)
part-organizer-text: : கதரகாஜ், 40, பாலக்கரை, குமாரபாளையம், நாமக்கல். xyxy=(120,1661,389,1692)
part-number-label: பாகம் – 34 xyxy=(38,920,98,934)
para-text: : (1) ச.மணிகண்டன், 222, நாரா யணா நகர், இ.பூர்.திபேட்டர், பள்ளிபாளையம், குமார பாளையம், நாமக்கல். (2) வெ.ஜீவரத்தினம், 27/21, புது காலனி நிலையம், 2-வது வீதி, சனிநற்சுத சாலை, பள்ளிபாளையம், குமாரபாளையம், நாமக்கல். (3) மு.பார்ந்தீத்து, 160, கந்தரம் திபேட்டர் சாலை, பள்ளிபாளையம், குமாரபாளையம், நாமக்கல். (4) அ.அலாவுதீன், 14/73, கண்மாய்புதூர், பள்ளி பாளையம், குமாரபாளையம், நாமக்கல். (5) ஆ.தீமின்கார் வர்த்தி, 57, ஆமிக்காரர் லைன், நாராயணா நகர், பள்ளிபாளையம், குமாரபாளையம், நாமக்கல். xyxy=(782,1066,1133,1229)
part-organizer-item xyxy=(38,1048,389,1097)
part-organizer-item xyxy=(38,882,389,915)
deputy-organizers-para xyxy=(782,219,1133,385)
para-text: : த.கவினோத், 1/30, மீளாவ தெரு, ஆலாங்காரு, பள்ளிபாளையம், குமாரபாளையம், நாமக்கல். xyxy=(1154,645,1505,676)
part-number-label: பாகம் – 35 xyxy=(38,974,98,988)
para-lead: துணை அமைப்பாளர்கள் xyxy=(410,1698,557,1712)
ward-heading: 4-வது வார்டு xyxy=(541,878,630,895)
part-organizer-text: : ப.ரவேஜ், 115/76/3, கந்தவிலாஸ் லைன், ராஜஹிநாபன் கோயில் வீதி, குமாரபாளையம், நாமக்கல். xyxy=(120,1382,389,1429)
para-lead: துணை அமைப்பாளர்கள் xyxy=(410,1424,574,1438)
part-organizer-text: : வெ.யசந்த்குமார், 22, நாராயண நகர், குமார பாளையம், நாமக்கல். xyxy=(120,791,389,821)
deputy-organizers-para xyxy=(782,1496,1133,1645)
para-text: : செ.ஆனந்த், 24, மாரியம்மன் கோயில் தெரு, புதூர் வீதி, பள்ளிபாளையம், குமாரபாளையம், நாமக்கல். xyxy=(782,1266,1133,1297)
part-organizer-text: : மு.யாசீர் அலிமுஹது, 401, பெருமாபாளைய புதூர், குமாரபாளையம், நாமக்கல். xyxy=(120,1699,389,1729)
part-organizer-item xyxy=(38,919,389,968)
part-organizer-item xyxy=(38,790,389,823)
para-text: : மு.கோபிஷேகன், 70-2-ஏ-3-1, சொத்துக் காரன்காடு, குமாரபாளையம், நாமக்கல். xyxy=(38,114,389,145)
part-number-label: பாகம் – 58 xyxy=(38,1436,98,1450)
para-lead: துணை அமைப்பாளர்கள் xyxy=(782,461,928,475)
para-lead: அமைப்பாளர் xyxy=(1154,852,1238,866)
part-organizer-item xyxy=(38,1622,389,1656)
deputy-organizers-para xyxy=(1154,443,1505,609)
ward-heading: 7-வது வார்டு xyxy=(541,1616,630,1633)
part-organizer-item xyxy=(38,1826,389,1876)
part-number-label: பாகம் – 56 xyxy=(38,1344,98,1358)
para-text: : ல.பாலசுப்பிரமணியம், 14, மாதாபுரம், பள்ளி பாளையம், குமாரபாளையம், நாமக்கல். xyxy=(782,802,1133,833)
para-text: : ரா.பிலவேந்தர் பாப், 19/28, அம்மன் கோயில் வீதி, பள்ளிபாளையம், குமாரபாளையம், நாமக்கல். xyxy=(782,1458,1133,1488)
part-organizer-item xyxy=(38,1252,389,1285)
para-lead: துணை அமைப்பாளர்கள் xyxy=(782,842,930,856)
part-organizer-text: : மோ.ராஜேஷ், 37/6, வெடிவரங்காயம் சாலை, ஆண்டிக்காடு, பள்ளிபாளையம், நாமக்கல். xyxy=(1236,1799,1505,1829)
para-lead: அமைப்பாளர் xyxy=(410,1642,503,1656)
part-organizer-item xyxy=(1154,1685,1505,1718)
para-text: : ஈ.அமுழதம், 55/38, 2-வது கிராம், காந்திபுரம், பள்ளிபாளையம், குமாரபாளையம், நாமக்கல். xyxy=(1154,181,1505,212)
organizer-para xyxy=(782,1680,1133,1713)
organizer-para xyxy=(410,1640,761,1690)
para-lead: துணை அமைப்பாளர்கள் xyxy=(1154,1373,1313,1387)
part-number-label: பாகம் – 68 xyxy=(38,1828,98,1842)
